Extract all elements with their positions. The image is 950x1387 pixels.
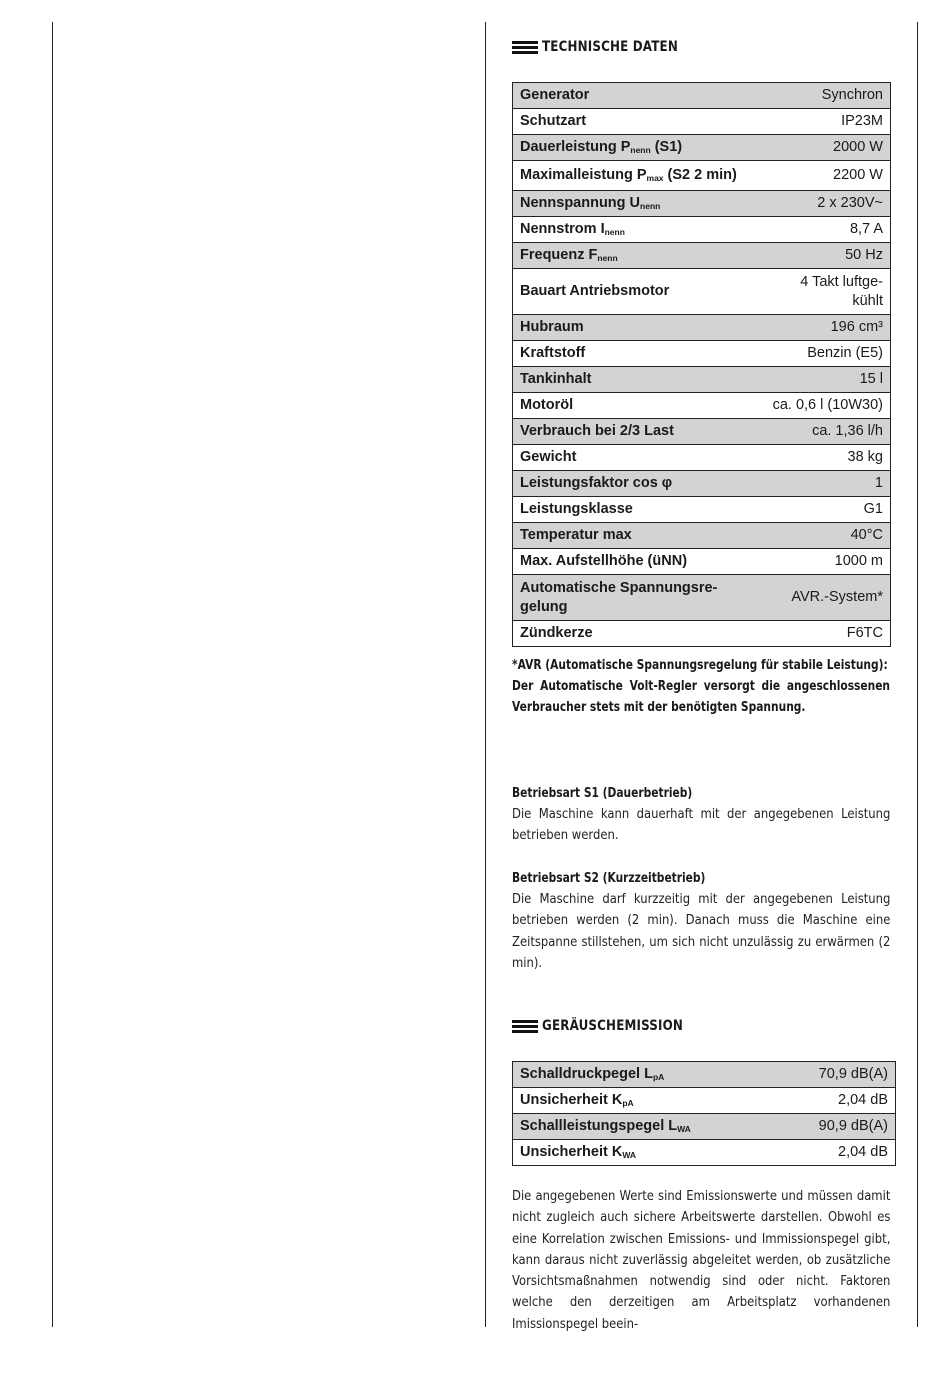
spec-row: [513, 135, 891, 161]
spec-value: 4 Takt luftge- kühlt: [758, 269, 891, 315]
spec-label: Maximalleistung $P_{max}$ (S2 2 min): [513, 161, 758, 191]
s1-title: Betriebsart S1 (Dauerbetrieb): [512, 786, 693, 801]
s2-text: Die Maschine darf kurzzeitig mit der angegebenen Leistung betrieben werden (2 min). Danach muss die Maschine eine Zeitspanne stillstehen, um sich nicht unzulässig zu erwärmen (2 min).: [512, 891, 891, 971]
spec-label: Nennspannung $U_{nenn}$: [513, 191, 758, 217]
noise-row: [513, 1088, 896, 1114]
spec-row: [513, 523, 891, 549]
noise-value: 2,04 dB: [773, 1140, 896, 1166]
column-rule-left: [52, 22, 53, 1327]
spec-value: AVR.-System*: [758, 575, 891, 621]
spec-value: ca. 0,6 l (10W30): [758, 393, 891, 419]
spec-row: [513, 445, 891, 471]
technical-data-heading: [512, 37, 890, 57]
noise-table-wrap: [512, 1061, 890, 1166]
spec-row: [513, 471, 891, 497]
spec-value: 2200 W: [758, 161, 891, 191]
spec-value: G1: [758, 497, 891, 523]
technical-data-table-wrap: [512, 82, 890, 647]
noise-row: [513, 1140, 896, 1166]
spec-label: Frequenz $F_{nenn}$: [513, 243, 758, 269]
noise-label: Schallleistungspegel $L_{WA}$: [513, 1114, 773, 1140]
noise-emission-table: [512, 1061, 896, 1166]
spec-value: 2 x 230V~: [758, 191, 891, 217]
spec-row: [513, 549, 891, 575]
spec-row: [513, 217, 891, 243]
noise-emission-heading: [512, 1016, 890, 1036]
menu-lines-icon: [512, 40, 538, 54]
noise-row: [513, 1062, 896, 1088]
noise-value: 70,9 dB(A): [773, 1062, 896, 1088]
noise-value: 90,9 dB(A): [773, 1114, 896, 1140]
spec-row: [513, 191, 891, 217]
technical-data-table: [512, 82, 891, 647]
noise-text: Die angegebenen Werte sind Emissionswerte und müssen damit nicht zugleich auch sichere Arbeitswerte darstellen. Obwohl es eine Korrelation zwischen Emissions- und Immissionspegel gibt, kann daraus nicht zuverlässig abgeleitet werden, ob zusätzliche Vorsichtsmaßnahmen notwendig sind oder nicht. Faktoren welche den derzeitigen am Arbeitsplatz vorhandenen Imissionspegel beein-: [512, 1188, 891, 1332]
spec-value: F6TC: [758, 621, 891, 647]
noise-row: [513, 1114, 896, 1140]
spec-label: Zündkerze: [513, 621, 758, 647]
spec-value: Benzin (E5): [758, 341, 891, 367]
spec-label: Automatische Spannungsre- gelung: [513, 575, 758, 621]
spec-label: Max. Aufstellhöhe (üNN): [513, 549, 758, 575]
spec-label: Dauerleistung $P_{nenn}$ (S1): [513, 135, 758, 161]
s1-text: Die Maschine kann dauerhaft mit der angegebenen Leistung betrieben werden.: [512, 806, 891, 844]
spec-label: Verbrauch bei 2/3 Last: [513, 419, 758, 445]
operating-mode-s2: [512, 868, 890, 974]
spec-value: 40°C: [758, 523, 891, 549]
spec-value: 8,7 A: [758, 217, 891, 243]
spec-label: Bauart Antriebsmotor: [513, 269, 758, 315]
spec-label: Motoröl: [513, 393, 758, 419]
spec-value: 15 l: [758, 367, 891, 393]
spec-value: 1000 m: [758, 549, 891, 575]
spec-label: Tankinhalt: [513, 367, 758, 393]
spec-value: 2000 W: [758, 135, 891, 161]
spec-row: [513, 367, 891, 393]
noise-label: Unsicherheit $K_{WA}$: [513, 1140, 773, 1166]
spec-label: Generator: [513, 83, 758, 109]
technical-data-title: TECHNISCHE DATEN: [542, 39, 678, 55]
spec-value: 50 Hz: [758, 243, 891, 269]
noise-emission-title: GERÄUSCHEMISSION: [542, 1018, 684, 1034]
spec-label: Schutzart: [513, 109, 758, 135]
spec-value: Synchron: [758, 83, 891, 109]
column-rule-middle: [485, 22, 486, 1327]
spec-row: [513, 341, 891, 367]
spec-row: [513, 621, 891, 647]
spec-value: 196 cm³: [758, 315, 891, 341]
spec-value: 1: [758, 471, 891, 497]
spec-row: [513, 109, 891, 135]
column-rule-right: [917, 22, 918, 1327]
spec-label: Kraftstoff: [513, 341, 758, 367]
s2-title: Betriebsart S2 (Kurzzeitbetrieb): [512, 871, 706, 886]
noise-text-block: [512, 1186, 890, 1335]
spec-row: [513, 83, 891, 109]
spec-label: Nennstrom $I_{nenn}$: [513, 217, 758, 243]
avr-note-detail: Der Automatische Volt-Regler versorgt die angeschlossenen Verbraucher stets mit der benötigten Spannung.: [512, 679, 891, 715]
menu-lines-icon: [512, 1019, 538, 1033]
spec-label: Hubraum: [513, 315, 758, 341]
spec-row: [513, 161, 891, 191]
spec-label: Temperatur max: [513, 523, 758, 549]
spec-label: Leistungsklasse: [513, 497, 758, 523]
avr-note: *AVR (Automatische Spannungsregelung für stabile Leistung):: [512, 658, 888, 673]
spec-value: ca. 1,36 l/h: [758, 419, 891, 445]
spec-label: Gewicht: [513, 445, 758, 471]
spec-value: 38 kg: [758, 445, 891, 471]
spec-label: Leistungsfaktor cos φ: [513, 471, 758, 497]
spec-row: [513, 315, 891, 341]
noise-label: Schalldruckpegel $L_{pA}$: [513, 1062, 773, 1088]
noise-label: Unsicherheit $K_{pA}$: [513, 1088, 773, 1114]
spec-row: [513, 243, 891, 269]
spec-row: [513, 497, 891, 523]
noise-value: 2,04 dB: [773, 1088, 896, 1114]
spec-row: [513, 575, 891, 621]
spec-row: [513, 269, 891, 315]
spec-row: [513, 419, 891, 445]
spec-value: IP23M: [758, 109, 891, 135]
spec-row: [513, 393, 891, 419]
avr-note-block: [512, 655, 890, 718]
operating-mode-s1: [512, 783, 890, 847]
